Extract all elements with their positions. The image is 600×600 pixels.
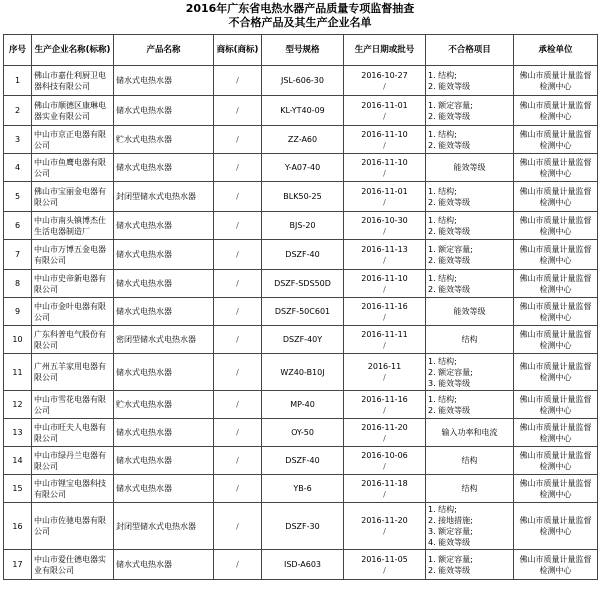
testing-lab: 佛山市质量计量监督检测中心: [514, 475, 598, 503]
nonconforming-item: 1. 结构;: [428, 273, 457, 283]
testing-lab: 佛山市质量计量监督检测中心: [514, 212, 598, 240]
company-name: 中山市京正电器有限公司: [32, 126, 114, 154]
nonconforming-items: [426, 354, 514, 391]
table-row: [4, 354, 598, 391]
product-name: 储水式电热水器: [114, 212, 214, 240]
production-date: 2016-11-05: [361, 554, 408, 564]
production-date-cell: [344, 503, 426, 550]
product-name: 贮水式电热水器: [114, 391, 214, 419]
nonconforming-items: [426, 154, 514, 182]
nonconforming-item: 结构: [461, 484, 478, 493]
brand: /: [214, 240, 262, 270]
company-name: 中山市爱仕德电器实业有限公司: [32, 550, 114, 580]
brand: /: [214, 391, 262, 419]
production-date-cell: [344, 550, 426, 580]
doc-title-line1: 2016年广东省电热水器产品质量专项监督抽查: [185, 2, 415, 15]
brand: /: [214, 298, 262, 326]
production-date: 2016-10-30: [361, 215, 408, 225]
product-name: 储水式电热水器: [114, 447, 214, 475]
product-name: 储水式电热水器: [114, 270, 214, 298]
table-header-row: [4, 35, 598, 66]
brand: /: [214, 154, 262, 182]
batch-number: /: [383, 433, 386, 443]
production-date: 2016-11-10: [361, 157, 408, 167]
production-date: 2016-11-13: [361, 244, 408, 254]
row-number: 14: [4, 447, 32, 475]
model-spec: BLK50-25: [262, 182, 344, 212]
product-name: 储水式电热水器: [114, 96, 214, 126]
model-spec: DSZF-40: [262, 240, 344, 270]
product-name: 贮水式电热水器: [114, 126, 214, 154]
testing-lab: 佛山市质量计量监督检测中心: [514, 503, 598, 550]
batch-number: /: [383, 81, 386, 91]
testing-lab: 佛山市质量计量监督检测中心: [514, 182, 598, 212]
nonconforming-items: [426, 475, 514, 503]
testing-lab: 佛山市质量计量监督检测中心: [514, 126, 598, 154]
batch-number: /: [383, 405, 386, 415]
brand: /: [214, 270, 262, 298]
production-date-cell: [344, 298, 426, 326]
product-name: 储水式电热水器: [114, 354, 214, 391]
nonconforming-item: 1. 结构;: [428, 70, 457, 80]
nonconforming-item: 2. 能效等级: [428, 81, 471, 91]
model-spec: JSL-606-30: [262, 66, 344, 96]
batch-number: /: [383, 140, 386, 150]
nonconforming-item: 2. 能效等级: [428, 565, 471, 575]
model-spec: DSZF-30: [262, 503, 344, 550]
product-name: 封闭型储水式电热水器: [114, 182, 214, 212]
batch-number: /: [383, 340, 386, 350]
production-date-cell: [344, 212, 426, 240]
product-name: 储水式电热水器: [114, 66, 214, 96]
production-date: 2016-11-11: [361, 329, 408, 339]
nonconforming-item: 1. 结构;: [428, 356, 457, 366]
production-date: 2016-10-06: [361, 450, 408, 460]
company-name: 中山市绿丹兰电器有限公司: [32, 447, 114, 475]
production-date-cell: [344, 126, 426, 154]
brand: /: [214, 419, 262, 447]
model-spec: DSZF-50C601: [262, 298, 344, 326]
row-number: 2: [4, 96, 32, 126]
production-date-cell: [344, 326, 426, 354]
company-name: 中山市锂宝电器科技有限公司: [32, 475, 114, 503]
table-row: [4, 326, 598, 354]
production-date: 2016-11-20: [361, 516, 408, 525]
nonconforming-items: [426, 212, 514, 240]
batch-number: /: [383, 111, 386, 121]
header-cell: 生产企业名称(标称): [32, 35, 114, 66]
nonconforming-items: [426, 126, 514, 154]
batch-number: /: [383, 284, 386, 294]
testing-lab: 佛山市质量计量监督检测中心: [514, 154, 598, 182]
production-date: 2016-11-20: [361, 422, 408, 432]
batch-number: /: [383, 168, 386, 178]
brand: /: [214, 550, 262, 580]
testing-lab: 佛山市质量计量监督检测中心: [514, 391, 598, 419]
nonconforming-item: 2. 额定容量;: [428, 367, 473, 377]
table-row: [4, 126, 598, 154]
nonconforming-item: 1. 结构;: [428, 186, 457, 196]
production-date-cell: [344, 240, 426, 270]
row-number: 16: [4, 503, 32, 550]
row-number: 4: [4, 154, 32, 182]
table-row: [4, 270, 598, 298]
production-date-cell: [344, 475, 426, 503]
model-spec: OY-50: [262, 419, 344, 447]
nonconforming-items: [426, 447, 514, 475]
production-date: 2016-11-16: [361, 301, 408, 311]
batch-number: /: [383, 255, 386, 265]
nonconforming-items: [426, 326, 514, 354]
company-name: 中山市万博五金电器有限公司: [32, 240, 114, 270]
nonconforming-item: 1. 结构;: [428, 394, 457, 404]
model-spec: WZ40-B10J: [262, 354, 344, 391]
model-spec: DSZF-40: [262, 447, 344, 475]
table-row: [4, 503, 598, 550]
table-row: [4, 475, 598, 503]
product-name: 密闭型储水式电热水器: [114, 326, 214, 354]
model-spec: MP-40: [262, 391, 344, 419]
production-date-cell: [344, 66, 426, 96]
nonconforming-table: [3, 34, 598, 580]
nonconforming-item: 2. 能效等级: [428, 197, 471, 207]
batch-number: /: [383, 197, 386, 207]
row-number: 6: [4, 212, 32, 240]
product-name: 储水式电热水器: [114, 475, 214, 503]
brand: /: [214, 96, 262, 126]
model-spec: DSZF-40Y: [262, 326, 344, 354]
testing-lab: 佛山市质量计量监督检测中心: [514, 419, 598, 447]
batch-number: /: [383, 489, 386, 499]
nonconforming-item: 结构: [461, 335, 478, 344]
production-date-cell: [344, 182, 426, 212]
testing-lab: 佛山市质量计量监督检测中心: [514, 298, 598, 326]
row-number: 11: [4, 354, 32, 391]
table-row: [4, 447, 598, 475]
nonconforming-items: [426, 550, 514, 580]
company-name: 中山市金叶电器有限公司: [32, 298, 114, 326]
model-spec: YB-6: [262, 475, 344, 503]
nonconforming-item: 1. 结构;: [428, 505, 457, 514]
brand: /: [214, 326, 262, 354]
company-name: 中山市南头镇博杰仕生活电器制造厂: [32, 212, 114, 240]
table-row: [4, 96, 598, 126]
product-name: 储水式电热水器: [114, 550, 214, 580]
table-row: [4, 154, 598, 182]
brand: /: [214, 182, 262, 212]
production-date-cell: [344, 447, 426, 475]
company-name: 佛山市宝丽金电器有限公司: [32, 182, 114, 212]
nonconforming-item: 2. 能效等级: [428, 226, 471, 236]
company-name: 广州五羊家用电器有限公司: [32, 354, 114, 391]
nonconforming-item: 2. 能效等级: [428, 140, 471, 150]
company-name: 佛山市顺德区康琳电器实业有限公司: [32, 96, 114, 126]
model-spec: Y-A07-40: [262, 154, 344, 182]
production-date: 2016-11-18: [361, 478, 408, 488]
nonconforming-item: 结构: [461, 456, 478, 465]
table-row: [4, 419, 598, 447]
product-name: 储水式电热水器: [114, 298, 214, 326]
nonconforming-item: 1. 额定容量;: [428, 244, 473, 254]
batch-number: /: [383, 565, 386, 575]
nonconforming-item: 2. 能效等级: [428, 405, 471, 415]
nonconforming-items: [426, 270, 514, 298]
production-date: 2016-11-10: [361, 129, 408, 139]
testing-lab: 佛山市质量计量监督检测中心: [514, 447, 598, 475]
table-row: [4, 212, 598, 240]
row-number: 15: [4, 475, 32, 503]
testing-lab: 佛山市质量计量监督检测中心: [514, 66, 598, 96]
nonconforming-item: 能效等级: [453, 163, 486, 172]
nonconforming-item: 能效等级: [453, 307, 486, 316]
brand: /: [214, 447, 262, 475]
row-number: 17: [4, 550, 32, 580]
production-date: 2016-11-16: [361, 394, 408, 404]
header-cell: 型号规格: [262, 35, 344, 66]
batch-number: /: [383, 312, 386, 322]
model-spec: ZZ-A60: [262, 126, 344, 154]
row-number: 13: [4, 419, 32, 447]
product-name: 储水式电热水器: [114, 240, 214, 270]
model-spec: KL-YT40-09: [262, 96, 344, 126]
model-spec: BJS-20: [262, 212, 344, 240]
batch-number: /: [383, 373, 386, 382]
company-name: 中山市鱼鹰电器有限公司: [32, 154, 114, 182]
header-cell: 产品名称: [114, 35, 214, 66]
nonconforming-items: [426, 96, 514, 126]
row-number: 9: [4, 298, 32, 326]
production-date-cell: [344, 270, 426, 298]
brand: /: [214, 354, 262, 391]
nonconforming-item: 3. 额定容量;: [428, 527, 473, 536]
product-name: 封闭型储水式电热水器: [114, 503, 214, 550]
batch-number: /: [383, 527, 386, 536]
batch-number: /: [383, 461, 386, 471]
nonconforming-item: 1. 结构;: [428, 129, 457, 139]
brand: /: [214, 126, 262, 154]
production-date: 2016-11-01: [361, 186, 408, 196]
nonconforming-item: 1. 额定容量;: [428, 554, 473, 564]
row-number: 8: [4, 270, 32, 298]
production-date-cell: [344, 391, 426, 419]
brand: /: [214, 475, 262, 503]
model-spec: DSZF-SDS50D: [262, 270, 344, 298]
table-row: [4, 66, 598, 96]
testing-lab: 佛山市质量计量监督检测中心: [514, 96, 598, 126]
production-date-cell: [344, 354, 426, 391]
brand: /: [214, 503, 262, 550]
row-number: 1: [4, 66, 32, 96]
nonconforming-items: [426, 298, 514, 326]
header-cell: 不合格项目: [426, 35, 514, 66]
company-name: 中山市旺夫人电器有限公司: [32, 419, 114, 447]
company-name: 中山市雪花电器有限公司: [32, 391, 114, 419]
production-date: 2016-11-10: [361, 273, 408, 283]
nonconforming-item: 2. 接地措施;: [428, 516, 473, 525]
production-date: 2016-10-27: [361, 70, 408, 80]
table-row: [4, 182, 598, 212]
model-spec: ISD-A603: [262, 550, 344, 580]
company-name: 佛山市嘉仕利厨卫电器科技有限公司: [32, 66, 114, 96]
table-row: [4, 298, 598, 326]
brand: /: [214, 212, 262, 240]
brand: /: [214, 66, 262, 96]
production-date-cell: [344, 419, 426, 447]
testing-lab: 佛山市质量计量监督检测中心: [514, 354, 598, 391]
nonconforming-item: 4. 能效等级: [428, 538, 471, 547]
production-date-cell: [344, 96, 426, 126]
nonconforming-items: [426, 66, 514, 96]
doc-title-line2: 不合格产品及其生产企业名单: [228, 16, 372, 29]
nonconforming-item: 1. 结构;: [428, 215, 457, 225]
row-number: 5: [4, 182, 32, 212]
table-row: [4, 550, 598, 580]
company-name: 中山市史帝新电器有限公司: [32, 270, 114, 298]
production-date: 2016-11: [367, 362, 402, 371]
nonconforming-items: [426, 503, 514, 550]
row-number: 12: [4, 391, 32, 419]
production-date-cell: [344, 154, 426, 182]
row-number: 10: [4, 326, 32, 354]
header-cell: 生产日期或批号: [344, 35, 426, 66]
table-row: [4, 240, 598, 270]
company-name: 广东科普电气股份有限公司: [32, 326, 114, 354]
nonconforming-item: 2. 能效等级: [428, 111, 471, 121]
nonconforming-item: 3. 能效等级: [428, 378, 471, 388]
product-name: 储水式电热水器: [114, 154, 214, 182]
nonconforming-item: 2. 能效等级: [428, 284, 471, 294]
testing-lab: 佛山市质量计量监督检测中心: [514, 326, 598, 354]
batch-number: /: [383, 226, 386, 236]
table-row: [4, 391, 598, 419]
nonconforming-item: 1. 额定容量;: [428, 100, 473, 110]
product-name: 储水式电热水器: [114, 419, 214, 447]
nonconforming-items: [426, 240, 514, 270]
row-number: 7: [4, 240, 32, 270]
nonconforming-item: 2. 能效等级: [428, 255, 471, 265]
nonconforming-items: [426, 419, 514, 447]
production-date: 2016-11-01: [361, 100, 408, 110]
testing-lab: 佛山市质量计量监督检测中心: [514, 270, 598, 298]
row-number: 3: [4, 126, 32, 154]
header-cell: 承检单位: [514, 35, 598, 66]
nonconforming-items: [426, 391, 514, 419]
testing-lab: 佛山市质量计量监督检测中心: [514, 240, 598, 270]
nonconforming-item: 输入功率和电流: [441, 428, 498, 437]
company-name: 中山市佐驰电器有限公司: [32, 503, 114, 550]
testing-lab: 佛山市质量计量监督检测中心: [514, 550, 598, 580]
nonconforming-items: [426, 182, 514, 212]
header-cell: 序号: [4, 35, 32, 66]
header-cell: 商标(商标): [214, 35, 262, 66]
